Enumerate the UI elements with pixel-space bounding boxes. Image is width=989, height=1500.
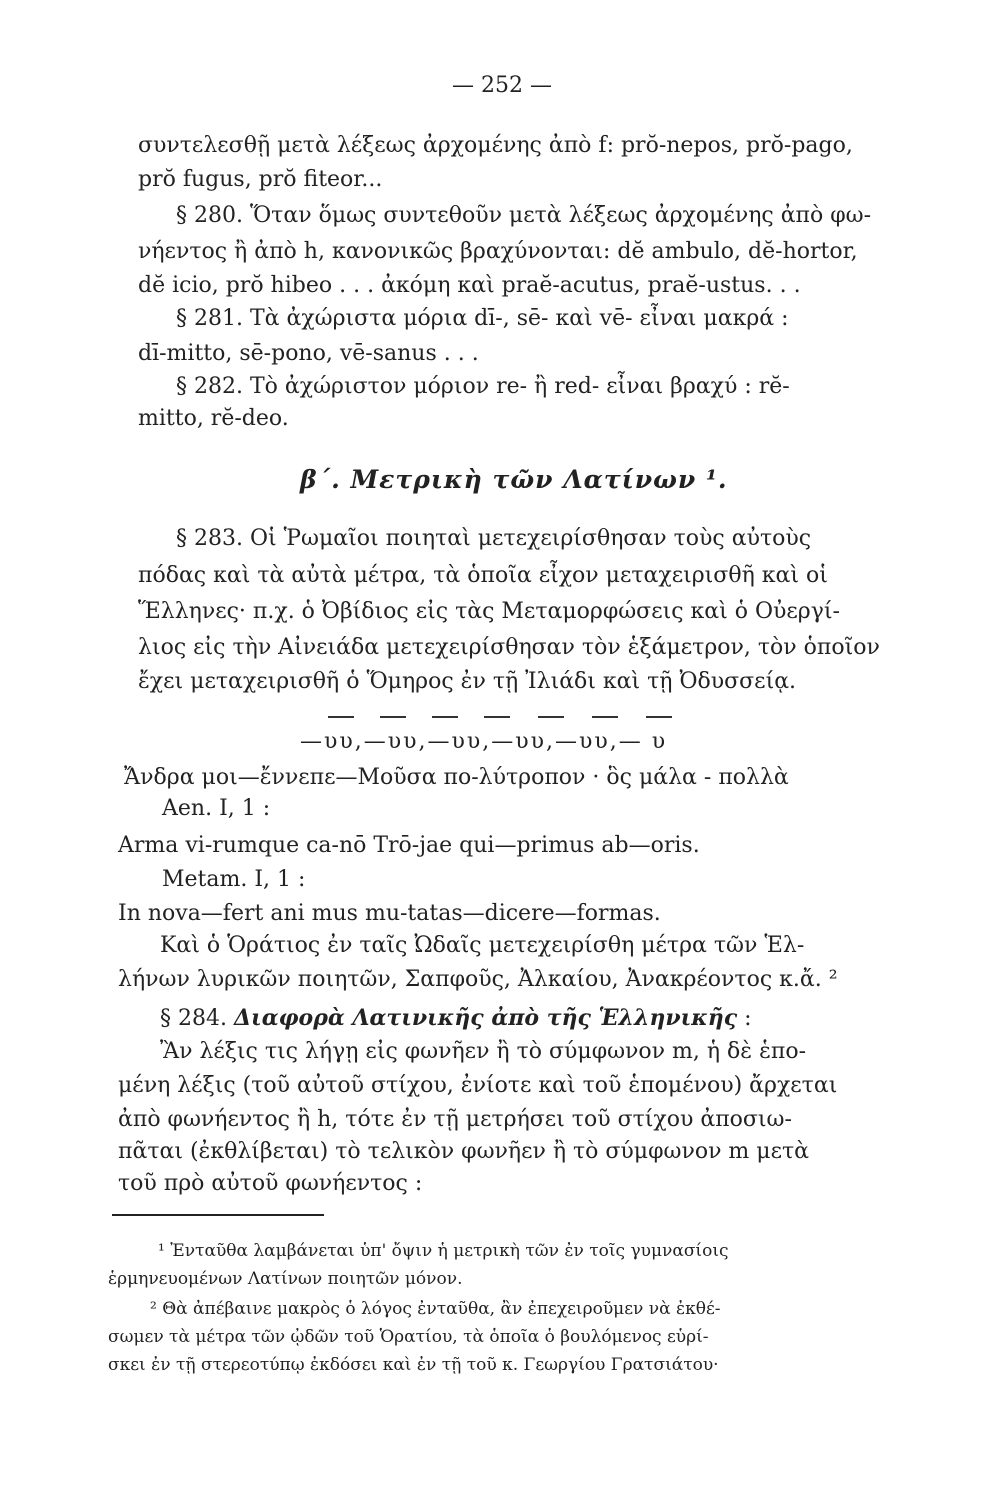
footnote-line: σκει ἐν τῇ στερεοτύπῳ ἐκδόσει καὶ ἐν τῇ τοῦ κ. Γεωργίου Γρατσιάτου·: [108, 1355, 719, 1375]
verse-metamorphoses: In nova—fert ani mus mu-tatas—dicere—formas.: [118, 901, 661, 926]
footnote-line: ² Θὰ ἀπέβαινε μακρὸς ὁ λόγος ἐνταῦθα, ἂν ἐπεχειροῦμεν νὰ ἐκθέ-: [150, 1299, 721, 1319]
body-line: mitto, rĕ-deo.: [138, 406, 289, 431]
body-line: Ἕλληνες· π.χ. ὁ Ὀβίδιος εἰς τὰς Μεταμορφώσεις καὶ ὁ Οὐεργί-: [138, 599, 840, 624]
section-heading: β΄. Μετρικὴ τῶν Λατίνων ¹.: [300, 465, 728, 494]
body-line: § 282. Τὸ ἀχώριστον μόριον re- ἢ red- εἶναι βραχύ : rĕ-: [176, 374, 790, 399]
verse-greek: Ἄνδρα μοι—ἔννεπε—Μοῦσα πο-λύτροπον · ὃς μάλα - πολλὰ: [124, 765, 789, 790]
section-284-line: [160, 1004, 752, 1033]
section-284-colon: :: [744, 1006, 752, 1031]
long-mark: [484, 716, 510, 718]
long-mark: [538, 716, 564, 718]
body-line: Καὶ ὁ Ὁράτιος ἐν ταῖς Ὠδαῖς μετεχειρίσθη μέτρα τῶν Ἑλ-: [160, 933, 805, 958]
long-mark: [646, 716, 672, 718]
body-line: πόδας καὶ τὰ αὐτὰ μέτρα, τὰ ὁποῖα εἶχον μεταχειρισθῆ καὶ οἱ: [138, 563, 828, 588]
body-line: prŏ fugus, prŏ fiteor...: [138, 167, 383, 192]
footnote-line: σωμεν τὰ μέτρα τῶν ᾠδῶν τοῦ Ὁρατίου, τὰ ὁποῖα ὁ βουλόμενος εὑρί-: [108, 1327, 709, 1347]
footnote-line: ¹ Ἐνταῦθα λαμβάνεται ὑπ' ὄψιν ἡ μετρικὴ τῶν ἐν τοῖς γυμνασίοις: [158, 1241, 729, 1261]
body-line: συντελεσθῇ μετὰ λέξεως ἀρχομένης ἀπὸ f: prŏ-nepos, prŏ-pago,: [138, 133, 853, 158]
body-line: λιος εἰς τὴν Αἰνειάδα μετεχειρίσθησαν τὸν ἑξάμετρον, τὸν ὁποῖον: [138, 635, 880, 660]
meter-scheme: —υυ,—υυ,—υυ,—υυ,—υυ,— υ: [300, 729, 668, 754]
long-mark: [592, 716, 618, 718]
body-line: § 283. Οἱ Ῥωμαῖοι ποιηταὶ μετεχειρίσθησαν τοὺς αὐτοὺς: [176, 526, 812, 551]
ref-metamorphoses: Metam. I, 1 :: [162, 867, 306, 892]
ref-aeneid: Aen. I, 1 :: [162, 796, 271, 821]
body-line: νήεντος ἢ ἀπὸ h, κανονικῶς βραχύνονται: dĕ ambulo, dĕ-hortor,: [138, 239, 858, 264]
page-number: — 252 —: [452, 73, 552, 98]
section-284-number: § 284.: [160, 1006, 227, 1031]
long-mark: [328, 716, 354, 718]
body-line: dĕ icio, prŏ hibeo . . . ἀκόμη καὶ praĕ-acutus, praĕ-ustus. . .: [138, 273, 801, 298]
body-line: πᾶται (ἐκθλίβεται) τὸ τελικὸν φωνῆεν ἢ τὸ σύμφωνον m μετὰ: [118, 1139, 810, 1164]
body-line: § 280. Ὅταν ὅμως συντεθοῦν μετὰ λέξεως ἀρχομένης ἀπὸ φω-: [176, 203, 872, 228]
long-mark: [432, 716, 458, 718]
body-line: μένη λέξις (τοῦ αὐτοῦ στίχου, ἐνίοτε καὶ τοῦ ἑπομένου) ἄρχεται: [118, 1073, 838, 1098]
verse-aeneid: Arma vi-rumque ca-nō Trō-jae qui—primus ab—oris.: [118, 833, 700, 858]
body-line: dī-mitto, sē-pono, vē-sanus . . .: [138, 341, 479, 366]
section-284-title: Διαφορὰ Λατινικῆς ἀπὸ τῆς Ἑλληνικῆς: [233, 1005, 738, 1031]
body-line: ἀπὸ φωνήεντος ἢ h, τότε ἐν τῇ μετρήσει τοῦ στίχου ἀποσιω-: [118, 1107, 792, 1132]
body-line: λήνων λυρικῶν ποιητῶν, Σαπφοῦς, Ἀλκαίου, Ἀνακρέοντος κ.ἄ. ²: [118, 967, 838, 992]
footnote-separator: [112, 1214, 324, 1216]
body-line: § 281. Τὰ ἀχώριστα μόρια dī-, sē- καὶ vē- εἶναι μακρά :: [176, 306, 789, 331]
body-line: τοῦ πρὸ αὐτοῦ φωνήεντος :: [118, 1171, 423, 1196]
footnote-line: ἑρμηνευομένων Λατίνων ποιητῶν μόνον.: [108, 1269, 463, 1289]
long-mark: [380, 716, 406, 718]
body-line: Ἂν λέξις τις λήγῃ εἰς φωνῆεν ἢ τὸ σύμφωνον m, ἡ δὲ ἑπο-: [160, 1039, 807, 1064]
body-line: ἔχει μεταχειρισθῆ ὁ Ὅμηρος ἐν τῇ Ἰλιάδι καὶ τῇ Ὀδυσσείᾳ.: [138, 669, 797, 694]
